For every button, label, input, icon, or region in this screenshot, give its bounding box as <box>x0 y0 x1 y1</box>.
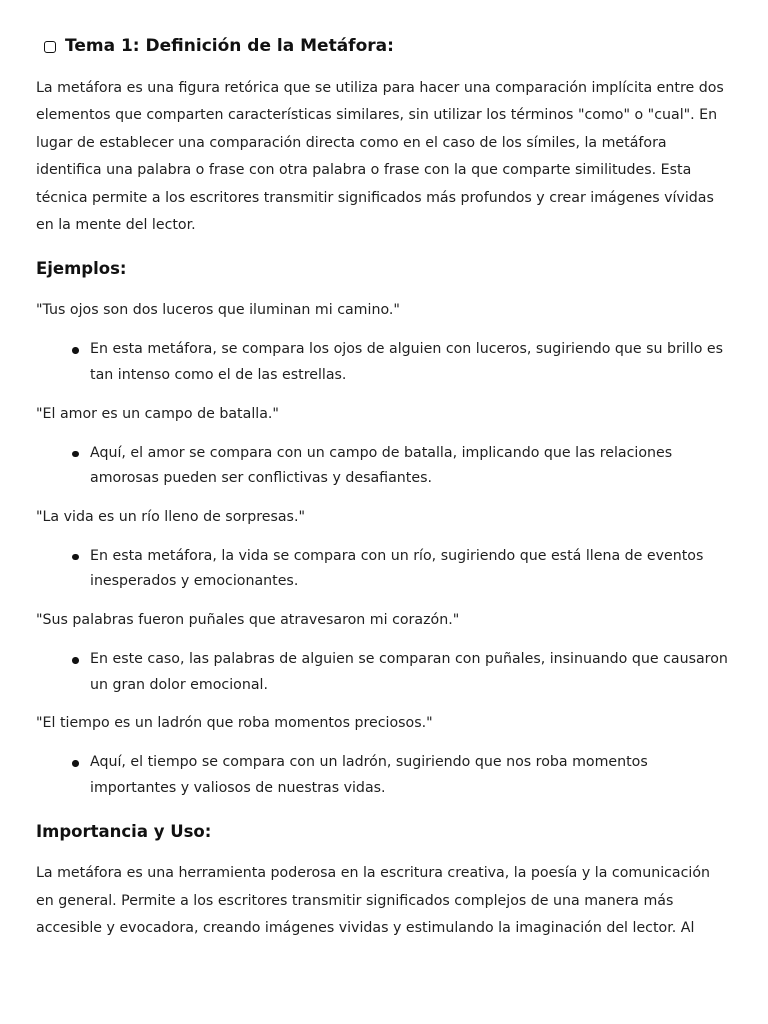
checkbox-icon <box>44 41 56 53</box>
list-item <box>90 750 732 801</box>
bullet-icon <box>72 657 79 664</box>
explanation-line: tan intenso como el de las estrellas. <box>90 367 347 384</box>
bullet-icon <box>72 760 79 767</box>
importance-line: en general. Permite a los escritores transmitir significados complejos de una manera más <box>36 892 674 909</box>
explanation-line: un gran dolor emocional. <box>90 676 268 693</box>
example-quote: "La vida es un río lleno de sorpresas." <box>36 508 305 525</box>
list-item <box>90 647 732 698</box>
topic-title: Tema 1: Definición de la Metáfora: <box>65 36 394 56</box>
example-quote: "Tus ojos son dos luceros que iluminan mi camino." <box>36 302 400 319</box>
intro-line: La metáfora es una figura retórica que se utiliza para hacer una comparación implícita entre dos <box>36 80 724 96</box>
bullet-icon <box>72 451 79 458</box>
explanation-line: En esta metáfora, se compara los ojos de alguien con luceros, sugiriendo que su brillo es <box>90 341 724 358</box>
intro-paragraph <box>36 75 732 239</box>
importance-paragraph <box>36 860 732 942</box>
list-item <box>90 441 732 492</box>
intro-line: técnica permite a los escritores transmitir significados más profundos y crear imágenes vívidas <box>36 189 714 206</box>
intro-line: elementos que comparten características similares, sin utilizar los términos "como" o "cual". En <box>36 107 718 124</box>
importance-line: La metáfora es una herramienta poderosa en la escritura creativa, la poesía y la comunicación <box>36 865 711 882</box>
examples-heading: Ejemplos: <box>36 259 127 279</box>
explanation-line: Aquí, el tiempo se compara con un ladrón, sugiriendo que nos roba momentos <box>90 754 648 771</box>
topic-heading <box>36 0 732 58</box>
bullet-icon <box>72 554 79 561</box>
intro-line: identifica una palabra o frase con otra palabra o frase con la que comparte similitudes. Esta <box>36 162 692 179</box>
example-explanation-list <box>36 750 732 801</box>
importance-line: accesible y evocadora, creando imágenes vividas y estimulando la imaginación del lector. Al <box>36 920 695 937</box>
intro-line: lugar de establecer una comparación directa como en el caso de los símiles, la metáfora <box>36 134 667 151</box>
example-explanation-list <box>36 544 732 595</box>
example-explanation-list <box>36 441 732 492</box>
explanation-line: En esta metáfora, la vida se compara con un río, sugiriendo que está llena de eventos <box>90 547 704 564</box>
explanation-line: Aquí, el amor se compara con un campo de batalla, implicando que las relaciones <box>90 444 673 461</box>
explanation-line: amorosas pueden ser conflictivas y desafiantes. <box>90 470 432 487</box>
explanation-line: En este caso, las palabras de alguien se comparan con puñales, insinuando que causaron <box>90 651 728 667</box>
example-quote: "Sus palabras fueron puñales que atravesaron mi corazón." <box>36 612 460 628</box>
explanation-line: importantes y valiosos de nuestras vidas. <box>90 779 386 796</box>
explanation-line: inesperados y emocionantes. <box>90 573 299 590</box>
importance-heading: Importancia y Uso: <box>36 822 212 842</box>
intro-line: en la mente del lector. <box>36 217 196 234</box>
example-explanation-list <box>36 647 732 698</box>
list-item <box>90 337 732 388</box>
example-explanation-list <box>36 337 732 388</box>
list-item <box>90 544 732 595</box>
example-quote: "El tiempo es un ladrón que roba momentos preciosos." <box>36 715 433 732</box>
bullet-icon <box>72 347 79 354</box>
example-quote: "El amor es un campo de batalla." <box>36 405 279 422</box>
